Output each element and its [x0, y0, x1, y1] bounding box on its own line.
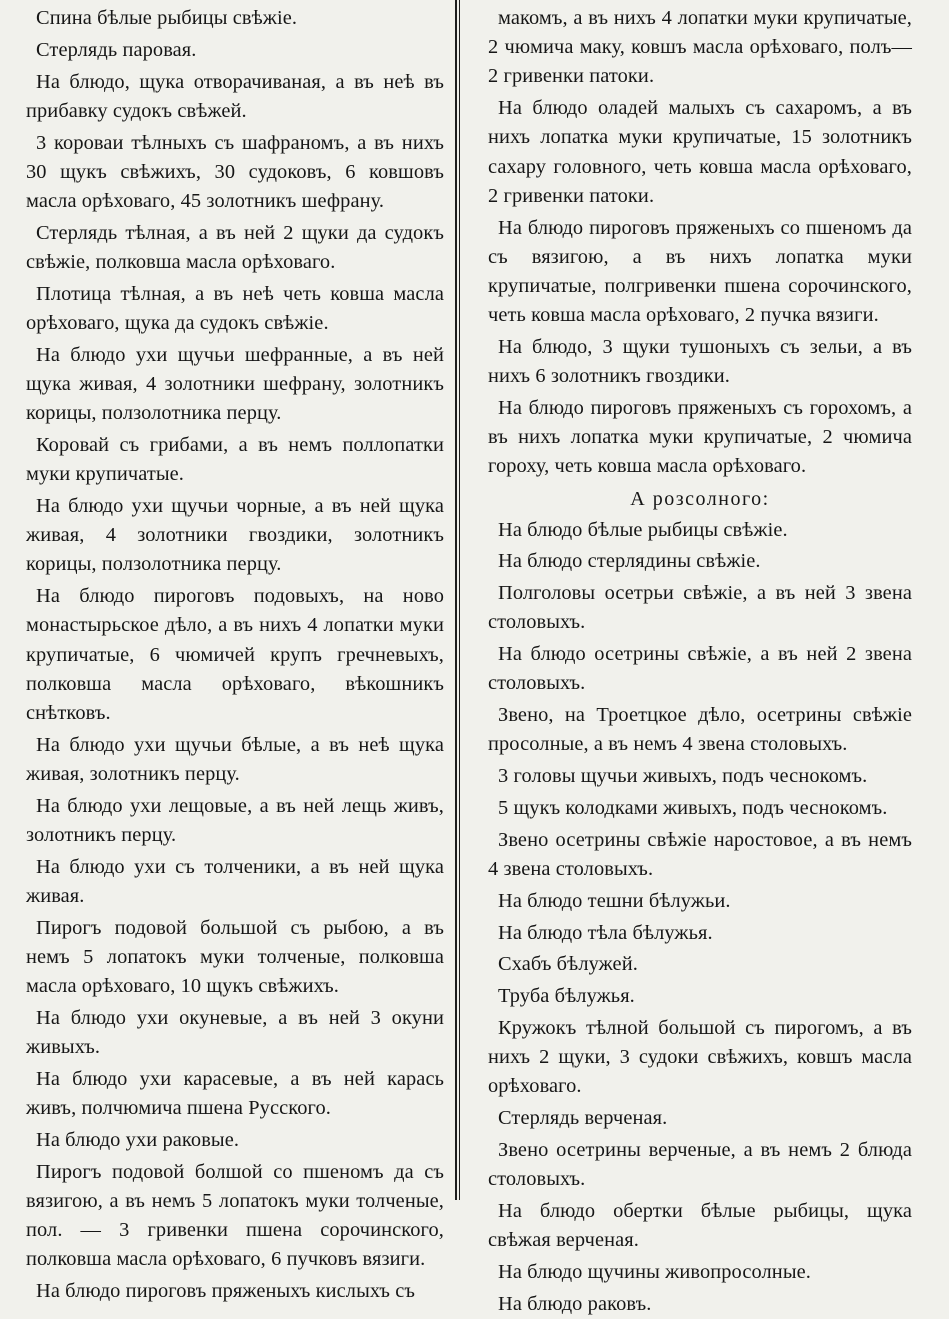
recipe-entry: Плотица тѣлная, а въ неѣ четь ковша масла орѣховаго, щука да судокъ свѣжіе. — [26, 282, 444, 334]
recipe-entry: Стерлядь паровая. — [36, 38, 197, 61]
recipe-entry: На блюдо ухи окуневые, а въ ней 3 окуни живыхъ. — [26, 1007, 444, 1059]
recipe-entry: Труба бѣлужья. — [498, 985, 635, 1008]
recipe-entry: Кружокъ тѣлной большой съ пирогомъ, а въ нихъ 2 щуки, 3 судоки свѣжихъ, ковшъ масла орѣховаго. — [488, 1017, 912, 1098]
recipe-entry: На блюдо ухи щучьи бѣлые, а въ неѣ щука живая, золотникъ перцу. — [26, 733, 444, 786]
recipe-entry: На блюдо стерлядины свѣжіе. — [498, 550, 761, 573]
recipe-entry: Стерлядь тѣлная, а въ ней 2 щуки да судокъ свѣжіе, полковша масла орѣховаго. — [26, 221, 444, 273]
right-column — [488, 4, 912, 1315]
recipe-entry: На блюдо тешни бѣлужьи. — [498, 889, 731, 912]
recipe-entry: На блюдо ухи щучьи чорные, а въ ней щука живая, 4 золотники гвоздики, золотникъ корицы, ползолотника перцу. — [26, 495, 444, 576]
recipe-entry: На блюдо пироговъ подовыхъ, на ново монастырьское дѣло, а въ нихъ 4 лопатки муки крупичатые, 6 чюмичей крупъ гречневыхъ, полковша масла орѣховаго, вѣкошникъ снѣтковъ. — [26, 585, 444, 725]
recipe-entry: На блюдо щучины живопросолные. — [498, 1261, 811, 1283]
recipe-entry: На блюдо ухи лещовые, а въ ней лещь живъ, золотникъ перцу. — [26, 794, 444, 847]
left-column — [26, 4, 444, 1303]
section-heading: А розсолного: — [630, 487, 770, 510]
recipe-entry: На блюдо оладей малыхъ съ сахаромъ, а въ нихъ лопатка муки крупичатые, 15 золотникъ сахару головного, четь ковша масла орѣховаго, 2 гривенки патоки. — [488, 97, 912, 207]
recipe-entry: На блюдо ухи раковые. — [36, 1129, 240, 1152]
recipe-entry: На блюдо пироговъ пряженыхъ со пшеномъ да съ вязигою, а въ нихъ лопатка муки крупичатые, полгривенки пшена сорочинского, четь ковша масла орѣховаго, 2 пучка вязиги. — [488, 216, 912, 327]
column-divider-line — [455, 0, 457, 1200]
recipe-entry: 5 щукъ колодками живыхъ, подъ чеснокомъ. — [498, 797, 888, 820]
recipe-entry: На блюдо ухи съ толченики, а въ ней щука живая. — [26, 855, 444, 908]
recipe-entry: На блюдо ухи щучьи шефранные, а въ ней щука живая, 4 золотники шефрану, золотникъ корицы, ползолотника перцу. — [26, 343, 444, 425]
recipe-entry: Звено осетрины свѣжіе наростовое, а въ немъ 4 звена столовыхъ. — [488, 828, 912, 881]
recipe-entry: Стерлядь верченая. — [498, 1107, 668, 1130]
recipe-entry: Схабъ бѣлужей. — [498, 953, 638, 976]
recipe-entry: Спина бѣлые рыбицы свѣжіе. — [36, 7, 298, 29]
recipe-entry: Звено осетрины верченые, а въ немъ 2 блюда столовыхъ. — [488, 1139, 912, 1191]
recipe-entry: На блюдо раковъ. — [498, 1292, 652, 1315]
recipe-entry: Пирогъ подовой большой съ рыбою, а въ немъ 5 лопатокъ муки толченые, полковша масла орѣховаго, 10 щукъ свѣжихъ. — [26, 916, 444, 998]
recipe-entry: На блюдо тѣла бѣлужья. — [498, 921, 713, 944]
recipe-entry: 3 короваи тѣлныхъ съ шафраномъ, а въ нихъ 30 щукъ свѣжихъ, 30 судоковъ, 6 ковшовъ масла орѣховаго, 45 золотникъ шефрану. — [26, 131, 444, 212]
recipe-entry: На блюдо, 3 щуки тушоныхъ съ зельи, а въ нихъ 6 золотникъ гвоздики. — [488, 336, 912, 388]
recipe-entry: На блюдо пироговъ пряженыхъ съ горохомъ, а въ нихъ лопатка муки крупичатые, 2 чюмича гороху, четь ковша масла орѣховаго. — [488, 397, 912, 478]
recipe-entry: На блюдо бѣлые рыбицы свѣжіе. — [498, 518, 788, 541]
column-divider-line-thin — [459, 0, 460, 1200]
recipe-entry: На блюдо обертки бѣлые рыбицы, щука свѣжая верченая. — [488, 1200, 912, 1252]
recipe-entry: На блюдо ухи карасевые, а въ ней карась живъ, полчюмича пшена Русского. — [26, 1068, 444, 1120]
recipe-entry: Коровай съ грибами, а въ немъ поллопатки муки крупичатые. — [26, 434, 444, 486]
recipe-entry: макомъ, а въ нихъ 4 лопатки муки крупичатые, 2 чюмича маку, ковшъ масла орѣховаго, полъ—2 гривенки патоки. — [488, 7, 912, 88]
recipe-entry: Звено, на Троетцкое дѣло, осетрины свѣжіе просолные, а въ немъ 4 звена столовыхъ. — [488, 704, 912, 756]
recipe-entry: 3 головы щучьи живыхъ, подъ чеснокомъ. — [498, 765, 868, 788]
recipe-entry: На блюдо осетрины свѣжіе, а въ ней 2 звена столовыхъ. — [488, 643, 912, 695]
recipe-entry: На блюдо, щука отворачиваная, а въ неѣ въ прибавку судокъ свѣжей. — [26, 70, 444, 122]
recipe-entry: На блюдо пироговъ пряженыхъ кислыхъ съ — [36, 1280, 416, 1303]
recipe-entry: Полголовы осетрьи свѣжіе, а въ ней 3 звена столовыхъ. — [488, 582, 912, 634]
recipe-entry: Пирогъ подовой болшой со пшеномъ да съ вязигою, а въ немъ 5 лопатокъ муки толченые, пол. — 3 гривенки пшена сорочинского, полковша масла орѣховаго, 6 пучковъ вязиги. — [26, 1160, 444, 1271]
